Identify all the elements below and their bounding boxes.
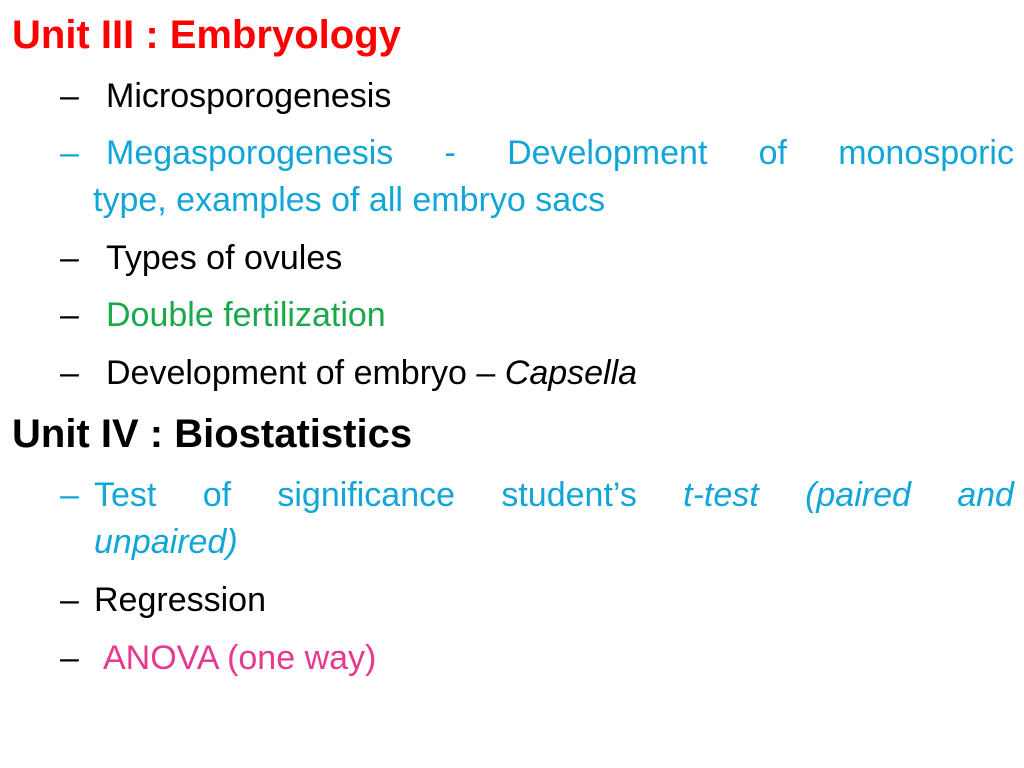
microsporogenesis-item: Microsporogenesis	[106, 77, 392, 115]
bullet-dash: –	[60, 239, 79, 277]
embryo-development-item	[106, 353, 637, 393]
bullet-dash: –	[60, 354, 79, 392]
word: of	[202, 476, 232, 514]
megasporogenesis-item	[106, 133, 1014, 173]
word: Test	[94, 476, 157, 514]
word: significance	[277, 476, 456, 514]
unit-iii-heading: Unit III : Embryology	[12, 13, 401, 57]
test-of-significance-continuation: unpaired)	[94, 523, 238, 561]
bullet-dash: –	[60, 134, 79, 172]
embryo-development-text: Development of embryo –	[106, 354, 505, 392]
test-of-significance-item	[94, 475, 1014, 515]
bullet-dash: –	[60, 77, 79, 115]
word: student’s	[501, 476, 637, 514]
double-fertilization-item: Double fertilization	[106, 296, 386, 334]
types-of-ovules-item: Types of ovules	[106, 239, 343, 277]
word: of	[758, 134, 787, 172]
word: monosporic	[838, 134, 1014, 172]
bullet-dash: –	[60, 476, 79, 514]
word: t-test	[683, 476, 759, 514]
word: Development	[507, 134, 708, 172]
regression-item: Regression	[94, 581, 266, 619]
bullet-dash: –	[60, 581, 79, 619]
word: (paired	[805, 476, 911, 514]
word: -	[444, 134, 456, 172]
word: Megasporogenesis	[106, 134, 394, 172]
bullet-dash: –	[60, 296, 79, 334]
bullet-dash: –	[60, 639, 79, 677]
anova-item: ANOVA (one way)	[103, 639, 377, 677]
unit-iv-heading: Unit IV : Biostatistics	[12, 412, 413, 456]
megasporogenesis-continuation: type, examples of all embryo sacs	[93, 181, 606, 219]
capsella-text: Capsella	[504, 354, 638, 392]
word: and	[957, 476, 1014, 514]
